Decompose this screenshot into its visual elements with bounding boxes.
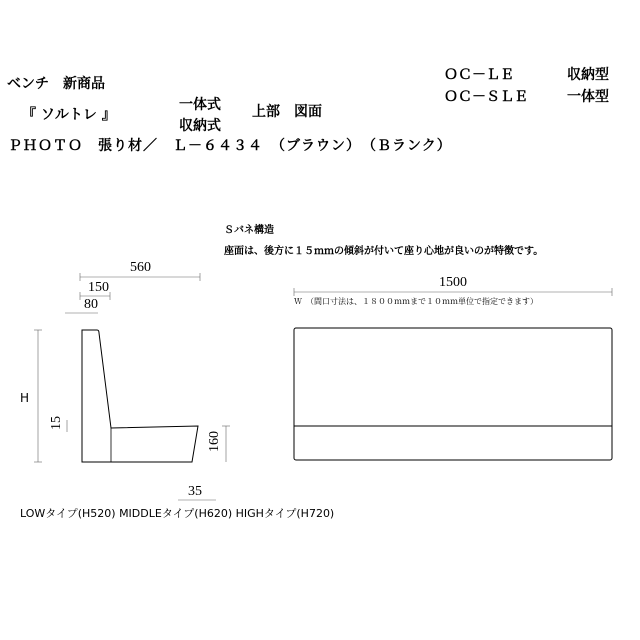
back-depth-top-label: 150 (88, 280, 109, 295)
type-list: LOWタイプ(H520) MIDDLEタイプ(H620) HIGHタイプ(H720) (20, 507, 335, 520)
seat-slope-label: 15 (49, 416, 64, 430)
model-two-type: 一体型 (567, 89, 609, 105)
category-label: ベンチ 新商品 (7, 76, 105, 92)
type-label-two: 収納式 (179, 118, 221, 134)
spring-note: Ｓバネ構造 (224, 225, 274, 236)
seat-height-label: 160 (207, 431, 222, 452)
model-two-code: ＯＣ－ＳＬＥ (444, 89, 528, 105)
width-dimension-label: 1500 (439, 275, 467, 290)
photo-line: ＰＨＯＴＯ 張り材／ Ｌ－６４３４ （ブラウン） （Ｂランク） (8, 138, 452, 154)
seat-note: 座面は、後方に１５ｍｍの傾斜が付いて座り心地が良いのが特徴です。 (224, 246, 544, 257)
model-one-type: 収納型 (567, 67, 609, 83)
toe-offset-label: 35 (188, 484, 202, 499)
type-label-one: 一体式 (179, 97, 221, 113)
depth-dimension-label: 560 (130, 260, 151, 275)
view-label: 上部 図面 (252, 104, 322, 120)
bench-side-outline (82, 330, 198, 462)
height-label: H (20, 391, 30, 405)
product-name: 『 ソルトレ 』 (22, 107, 116, 123)
bench-front-outline (294, 328, 612, 460)
model-one-code: ＯＣ－ＬＥ (444, 67, 514, 83)
back-depth-label: 80 (84, 297, 98, 312)
width-note: Ｗ （間口寸法は、１８００ｍｍまで１０ｍｍ単位で指定できます） (294, 297, 538, 306)
